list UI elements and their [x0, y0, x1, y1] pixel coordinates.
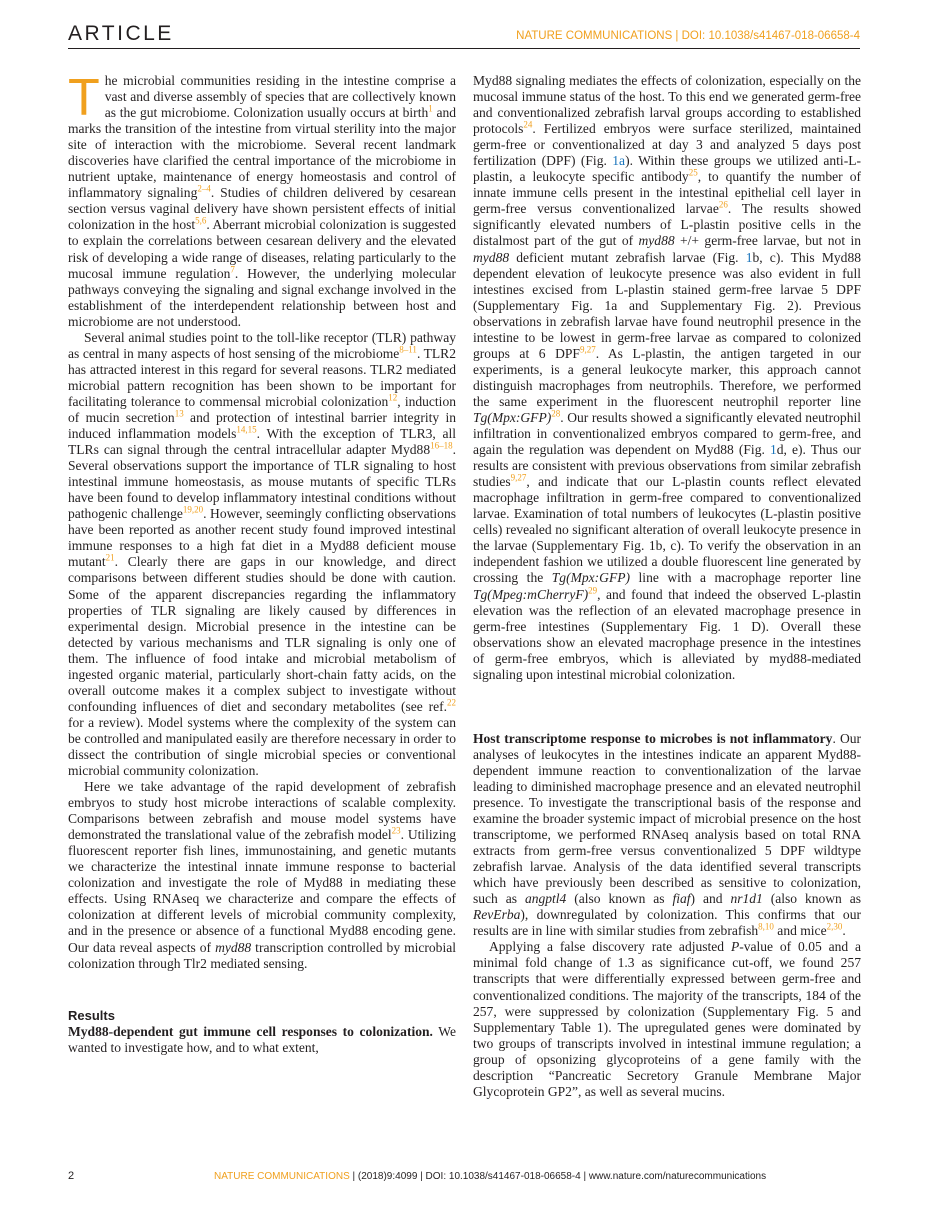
reference-link[interactable]: 7: [230, 264, 235, 275]
reference-link[interactable]: 8–11: [399, 344, 417, 355]
reference-link[interactable]: 25: [688, 167, 698, 178]
footer-citation: [214, 1171, 766, 1182]
reference-link[interactable]: 8,10: [758, 921, 774, 932]
results-paragraph-1: Myd88-dependent gut immune cell responses to colonization. We wanted to investigate how, and to what extent,: [68, 1023, 456, 1055]
figure-link[interactable]: 1: [769, 442, 777, 458]
page-number: 2: [68, 1170, 75, 1182]
reference-link[interactable]: 29: [588, 584, 598, 595]
intro-paragraph-1: The microbial communities residing in the intestine comprise a vast and diverse assembly of species that are collectively known as the gut microbiome. Colonization usually occurs at birth$^1$ and marks the transition of the intestine from virtual sterility into the major site of interaction with the microbiome. Several recent landmark discoveries have clarified the central importance of the microbiome in nutrient uptake, maintenance of energy homeostasis and control of inflammatory signaling$^{2-4}$. Studies of children delivered by cesarean section versus vaginal delivery have shown persistent effects of initial colonization in the host$^{5,6}$. Aberrant microbial colonization is suggested to explain the correlations between cesarean delivery and the elevated risk of developing a wide range of diseases, relating particularly to the mucosal immune regulation$^7$. However, the underlying molecular pathways conveying the signaling and signal exchange involved in the establishment of the interdependent relationship between host and microbiome are not understood.: [68, 69, 456, 329]
reference-link[interactable]: 14,15: [236, 424, 257, 435]
figure-link[interactable]: 1: [745, 249, 753, 265]
results-paragraph-1-continued: Myd88 signaling mediates the effects of colonization, especially on the mucosal immune status of the host. To this end we generated germ-free and conventionalized zebrafish larval groups according to established protocols$^{24}$. Fertilized embryos were surface sterilized, maintained germ-free or conventionalized at day 3 and analyzed 5 days post fertilization (DPF) (Fig. 1a). Within these groups we utilized anti-L-plastin, a leukocyte specific antibody$^{25}$, to quantify the number of innate immune cells present in the intestinal epithelial cell layer in germ-free versus conventionalized larvae$^{26}$. The results showed significantly elevated numbers of L-plastin positive cells in the distalmost part of the gut of myd88 +/+ germ-free larvae, but not in myd88 deficient mutant zebrafish larvae (Fig. 1b, c). This Myd88 dependent elevation of leukocyte presence was also evident in full intestines excised from L-plastin stained germ-free larvae 5 DPF (Supplementary Fig. 1a and Supplementary Fig. 2). Previous observations in zebrafish larvae have found neutrophil presence in the intestine to be lowest in germ-free larvae as compared to colonized groups at 6 DPF$^{9,27}$. As L-plastin, the antigen targeted in our experiments, is a general leukocyte marker, this approach cannot distinguish macrophages from neutrophils. Therefore, we performed the same experiment in the fluorescent neutrophil reporter line Tg(Mpx:GFP)$^{28}$. Our results showed a significantly elevated neutrophil infiltration in conventionalized embryos compared to germ-free, and again the regulation was dependent on Myd88 (Fig. 1d, e). Thus our results are consistent with previous observations from similar zebrafish studies$^{9,27}$, and indicate that our L-plastin counts reflect elevated macrophage infiltration in germ-free compared to conventionalized larvae. Examination of total numbers of leukocytes (L-plastin positive cells) revealed no significant alteration of overall leukocyte presence in the larvae (Supplementary Fig. 1b, c). To verify the observation in an independent fashion we utilized a double fluorescent line generated by crossing the Tg(Mpx:GFP) line with a macrophage reporter line Tg(Mpeg:mCherryF)$^{29}$, and found that indeed the observed L-plastin elevation was the reflection of an elevated macrophage presence in germ-free intestines (Supplementary Fig. 1 D). Overall these observations show an elevated macrophage presence in the intestines of germ-free embryos, which is alleviated by myd88-mediated signaling upon intestinal microbial colonization.: [473, 73, 861, 682]
footer-citation-text[interactable]: | (2018)9:4099 | DOI: 10.1038/s41467-018-06658-4 | www.nature.com/naturecommunications: [349, 1171, 767, 1182]
page-footer: [68, 1170, 860, 1184]
reference-link[interactable]: 24: [523, 119, 533, 130]
running-header: [68, 22, 860, 50]
results-paragraph-3: Applying a false discovery rate adjusted P-value of 0.05 and a minimal fold change of 1.3 as significance cut-off, we found 257 transcripts that were differentially expressed between germ-free and conventionalized conditions. The majority of the transcripts, 184 of the 257, were suppressed by colonization (Supplementary Fig. 5 and Supplementary Table 1). The upregulated genes were dominated by two groups of transcripts involved in intestinal immune regulation; a group of opsonizing glycoproteins of a gene family with the description “Pancreatic Secretory Granule Membrane Major Glycoprotein GP2”, as well as several mucins.: [473, 939, 861, 1099]
left-column: [68, 69, 457, 1056]
reference-link[interactable]: 5,6: [195, 215, 207, 226]
reference-link[interactable]: 21: [105, 552, 115, 563]
reference-link[interactable]: 26: [718, 199, 728, 210]
intro-paragraph-2: Several animal studies point to the toll-like receptor (TLR) pathway as central in many aspects of host sensing of the microbiome$^{8-11}$. TLR2 has attracted interest in this regard for several reasons. TLR2 mediated microbial pattern recognition has been shown to be important for facilitating tolerance to commensal microbial colonization$^{12}$, induction of mucin secretion$^{13}$ and protection of intestinal barrier integrity in induced inflammation models$^{14,15}$. With the exception of TLR3, all TLRs can signal through the central intracellular adapter Myd88$^{16-18}$. Several observations support the importance of TLR signaling to host intestinal immune homeostasis, as mouse mutants of specific TLRs have been found to develop inflammatory intestinal conditions without pathogenic challenge$^{19,20}$. However, seemingly conflicting observations have been reported as another recent study found improved intestinal immune responses to a high fat diet in a Myd88 deficient mouse mutant$^{21}$. Clearly there are gaps in our knowledge, and direct comparisons between different studies should be done with caution. Some of the apparent discrepancies regarding the inflammatory properties of TLR signaling are likely caused by differences in experimental design. Microbial presence in the intestine can be detected by various mechanisms and TLR signaling is only one of them. The influence of food intake and microbial metabolism of ingested organic material, particularly short-chain fatty acids, on the overall outcome makes it a complex subject to investigate without confounding influences of diet and secondary metabolites (see ref.$^{22}$ for a review). Model systems where the complexity of the system can be controlled and manipulated easily are therefore necessary in order to dissect the contribution of single microbial species or conventional microbial community colonization.: [68, 329, 456, 779]
right-column: [473, 73, 861, 1100]
reference-link[interactable]: 9,27: [510, 472, 527, 483]
reference-link[interactable]: 13: [174, 408, 184, 419]
header-rule: [68, 48, 860, 49]
footer-journal-name: NATURE COMMUNICATIONS: [214, 1171, 350, 1182]
reference-link[interactable]: 2–4: [197, 183, 211, 194]
reference-link[interactable]: 23: [391, 825, 401, 836]
results-paragraph-2: Host transcriptome response to microbes is not inflammatory. Our analyses of leukocytes in the intestines indicate an apparent Myd88-dependent immune reaction to conventionalization of the larvae leading to diminished macrophage presence and an elevated neutrophil presence. To investigate the transcriptional basis of the response and examine the broader systemic impact of microbial presence on the host transcriptome, we performed RNAseq analysis based on total RNA extracts from germ-free versus conventionalized 5 DPF wildtype zebrafish larvae. Analysis of the data identified several transcripts which have previously been described as sensitive to colonization, such as angptl4 (also known as fiaf) and nr1d1 (also known as RevErba), downregulated by colonization. This confirms that our results are in line with similar studies from zebrafish$^{8,10}$ and mice$^{2,30}$.: [473, 730, 862, 939]
reference-link[interactable]: 9,27: [579, 344, 596, 355]
reference-link[interactable]: 2,30: [826, 921, 843, 932]
drop-cap: T: [68, 69, 100, 127]
reference-link[interactable]: 16–18: [430, 440, 453, 451]
section-title-results: Results: [68, 1007, 115, 1023]
journal-doi-header[interactable]: NATURE COMMUNICATIONS | DOI: 10.1038/s41467-018-06658-4: [516, 30, 860, 42]
reference-link[interactable]: 1: [428, 103, 433, 114]
reference-link[interactable]: 19,20: [182, 504, 204, 515]
figure-link[interactable]: 1a: [612, 153, 626, 169]
subsection-title: Myd88-dependent gut immune cell responses to colonization.: [68, 1023, 433, 1039]
article-type-label: ARTICLE: [68, 22, 174, 45]
reference-link[interactable]: 28: [551, 408, 561, 419]
reference-link[interactable]: 22: [447, 697, 456, 708]
subsection-title: Host transcriptome response to microbes is not inflammatory: [473, 730, 833, 746]
reference-link[interactable]: 12: [388, 392, 398, 403]
intro-paragraph-3: Here we take advantage of the rapid development of zebrafish embryos to study host microbe interactions of scalable complexity. Comparisons between zebrafish and mouse model systems have demonstrated the translational value of the zebrafish model$^{23}$. Utilizing fluorescent reporter fish lines, immunostaining, and genetic mutants we characterize the intestinal innate immune response to bacterial colonization and investigate the role of Myd88 in mediating these effects. Using RNAseq we characterize and compare the effects of colonization at different levels of microbial community complexity, and in the presence or absence of a functional Myd88 encoding gene. Our data reveal aspects of myd88 transcription controlled by microbial colonization through Tlr2 mediated sensing.: [68, 779, 457, 971]
